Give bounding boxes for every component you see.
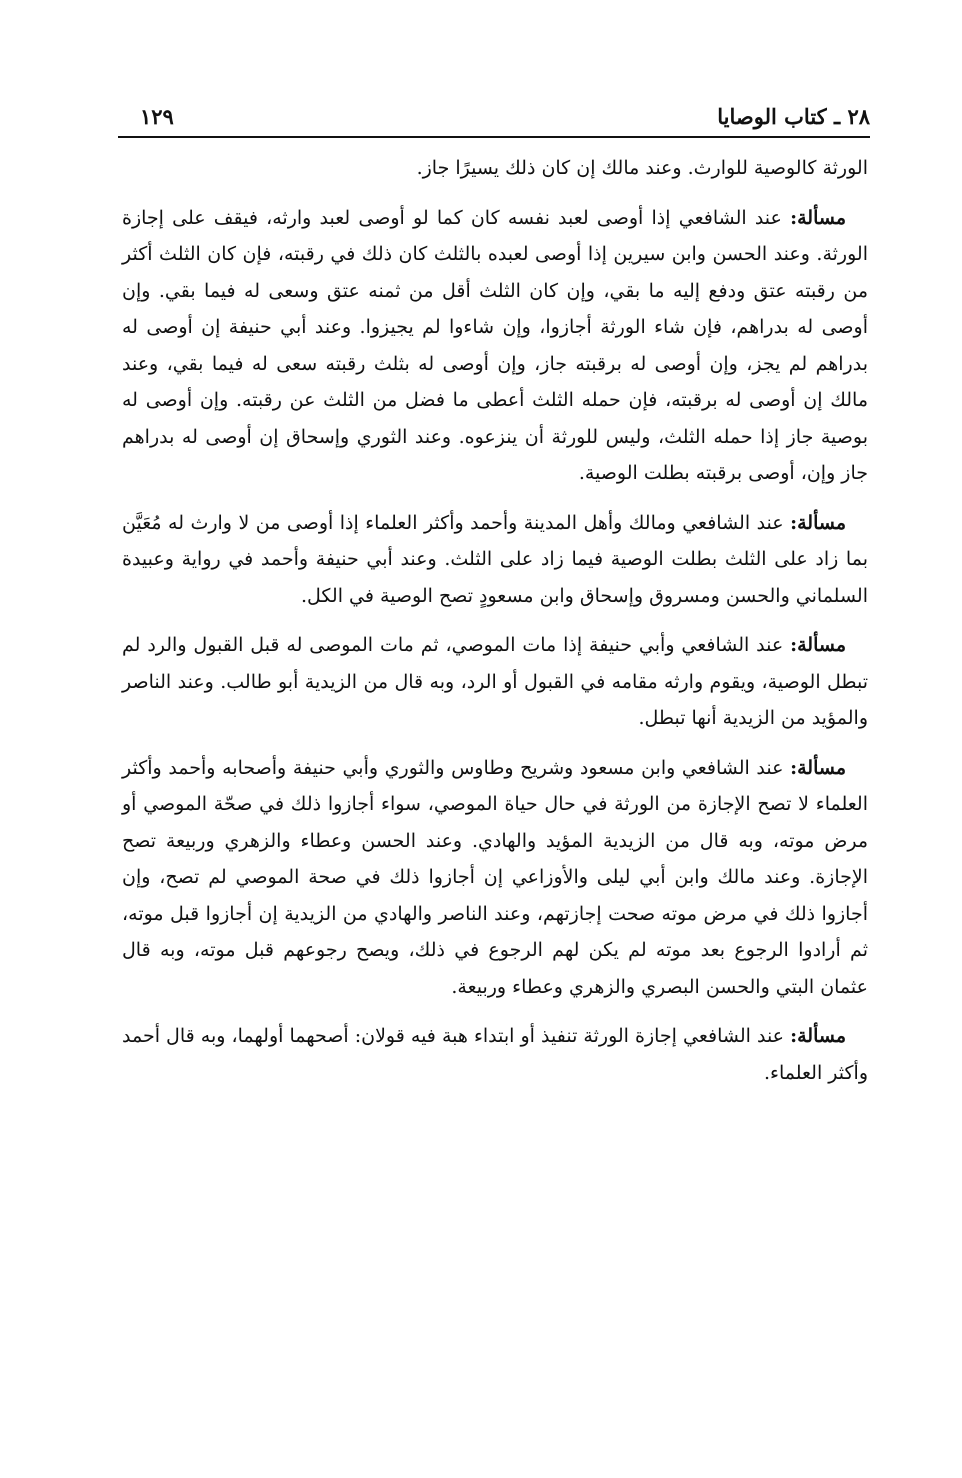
issue-keyword: مسألة:	[790, 1025, 846, 1047]
paragraph-text: عند الشافعي وابن مسعود وشريح وطاوس والثوري وأبي حنيفة وأصحابه وأحمد وأكثر العلماء لا تصح الإجازة من الورثة في حال حياة الموصي، سواء أجازوا ذلك في صحّة الموصي أو مرض موته، وبه قال من الزيدية المؤيد والهادي. وعند الحسن وعطاء والزهري وربيعة تصح الإجازة. وعند مالك وابن أبي ليلى والأوزاعي إن أجازوا ذلك في صحة الموصي لم تصح، وإن أجازوا ذلك في مرض موته صحت إجازتهم، وعند الناصر والهادي من الزيدية إن أجازوا قبل موته، ثم أرادوا الرجوع بعد موته لم يكن لهم الرجوع في ذلك، ويصح رجوعهم قبل موته، وبه قال عثمان البتي والحسن البصري والزهري وعطاء وربيعة.	[122, 756, 868, 998]
paragraph-text: عند الشافعي ومالك وأهل المدينة وأحمد وأكثر العلماء إذا أوصى من لا وارث له مُعَيَّن بما زاد على الثلث بطلت الوصية فيما زاد على الثلث. وعند أبي حنيفة وأحمد في رواية وعبيدة السلماني والحسن ومسروق وإسحاق وابن مسعودٍ تصح الوصية في الكل.	[122, 511, 868, 607]
paragraph-text: عند الشافعي إذا أوصى لعبد نفسه كان كما لو أوصى لعبد وارثه، فيقف على إجازة الورثة. وعند الحسن وابن سيرين إذا أوصى لعبده بالثلث كان ذلك في رقبته، فإن كان الثلث أكثر من رقبته عتق ودفع إليه ما بقي، وإن كان الثلث أقل من ثمنه عتق وسعى له فيما بقي. وإن أوصى له بدراهم، فإن شاء الورثة أجازوا، وإن شاءوا لم يجيزوا. وعند أبي حنيفة إن أوصى له بدراهم لم يجز، وإن أوصى له برقبته جاز، وإن أوصى له بثلث رقبته سعى له فيما بقي، وعند مالك إن أوصى له برقبته، فإن حمله الثلث أعطى ما فضل من الثلث عن رقبته. وإن أوصى له بوصية جاز إذا حمله الثلث، وليس للورثة أن ينزعوه. وعند الثوري وإسحاق إن أوصى له بدراهم جاز وإن، أوصى برقبته بطلت الوصية.	[122, 206, 868, 484]
paragraph-text: الورثة كالوصية للوارث. وعند مالك إن كان ذلك يسيرًا جاز.	[416, 157, 868, 179]
paragraph-issue	[122, 627, 868, 737]
paragraph-issue	[122, 1018, 868, 1091]
page-number: ١٢٩	[140, 104, 174, 129]
issue-keyword: مسألة:	[790, 756, 846, 779]
issue-keyword: مسألة:	[790, 634, 846, 656]
paragraph-text: عند الشافعي وأبي حنيفة إذا مات الموصي، ثم مات الموصى له قبل القبول والرد لم تبطل الوصية، ويقوم وارثه مقامه في القبول أو الرد، وبه قال من الزيدية أبو طالب. وعند الناصر والمؤيد من الزيدية أنها تبطل.	[122, 634, 868, 729]
paragraph-issue	[122, 505, 868, 615]
running-title: ٢٨ ـ كتاب الوصايا	[717, 104, 870, 129]
paragraph-issue	[122, 200, 868, 492]
body-text	[122, 150, 868, 1104]
paragraph-issue	[122, 750, 868, 1006]
paragraph-continuation	[122, 150, 868, 187]
page-header	[118, 100, 870, 134]
issue-keyword: مسألة:	[790, 206, 846, 229]
issue-keyword: مسألة:	[790, 511, 846, 534]
header-rule	[118, 136, 870, 138]
paragraph-text: عند الشافعي إجازة الورثة تنفيذ أو ابتداء هبة فيه قولان: أصحهما أولهما، وبه قال أحمد وأكثر العلماء.	[122, 1025, 868, 1084]
